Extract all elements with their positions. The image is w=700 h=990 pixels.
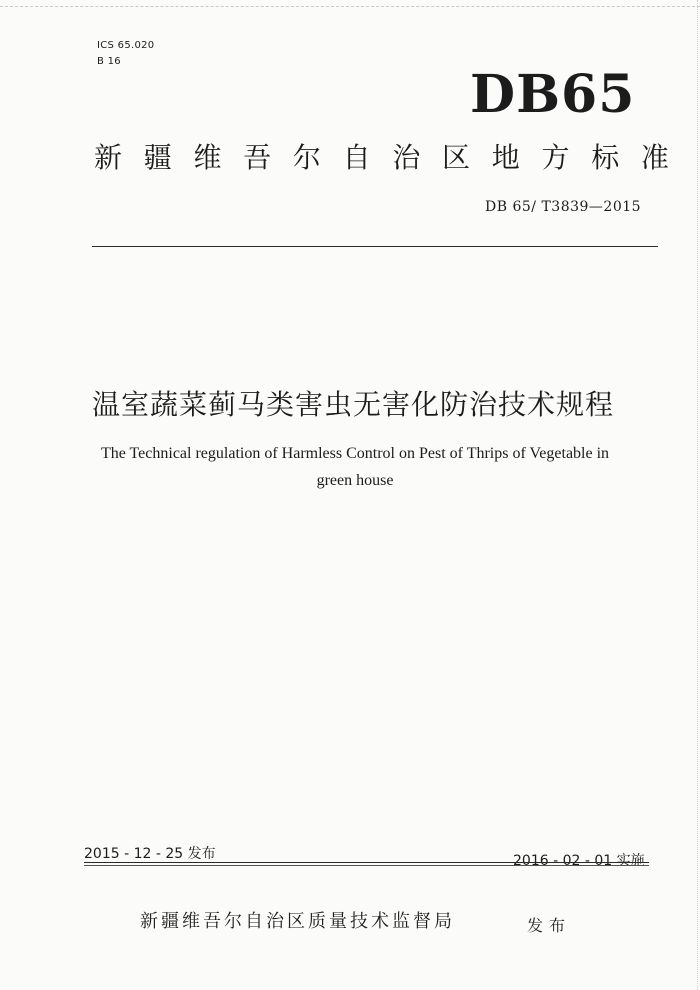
scan-edge-top	[0, 0, 700, 7]
standard-type-char: 区	[442, 141, 471, 174]
standard-type-title	[94, 138, 669, 178]
ics-code: ICS 65.020	[97, 40, 155, 51]
title-english-line: The Technical regulation of Harmless Control on Pest of Thrips of Vegetable in	[100, 445, 610, 462]
standard-type-char: 地	[491, 141, 520, 174]
implement-date: 2016 - 02 - 01 实施	[513, 853, 645, 869]
footer-divider	[84, 862, 649, 863]
scan-edge-right	[696, 0, 698, 990]
standard-type-char: 维	[193, 141, 222, 174]
header-divider	[92, 246, 658, 247]
standard-type-char: 自	[342, 141, 371, 174]
document-title-chinese: 温室蔬菜蓟马类害虫无害化防治技术规程	[92, 388, 615, 421]
standard-number: DB 65/ T3839—2015	[485, 199, 642, 215]
standard-type-char: 方	[541, 141, 570, 174]
standard-type-char: 疆	[143, 141, 172, 174]
db-logo: DB65	[470, 64, 636, 125]
footer-divider-second	[84, 865, 649, 866]
issuing-authority: 新疆维吾尔自治区质量技术监督局	[140, 911, 455, 932]
classification-codes	[97, 38, 154, 70]
standard-type-char: 准	[640, 141, 669, 174]
publish-date: 2015 - 12 - 25 发布	[84, 846, 216, 862]
standard-type-char: 吾	[243, 141, 272, 174]
title-english-line: green house	[316, 472, 394, 489]
standard-type-char: 新	[94, 141, 123, 174]
document-title-english	[80, 440, 630, 494]
ccs-code: B 16	[97, 56, 121, 67]
standard-type-char: 尔	[292, 141, 321, 174]
standard-type-char: 标	[591, 141, 620, 174]
standard-type-char: 治	[392, 141, 421, 174]
issue-label: 发布	[527, 916, 572, 935]
